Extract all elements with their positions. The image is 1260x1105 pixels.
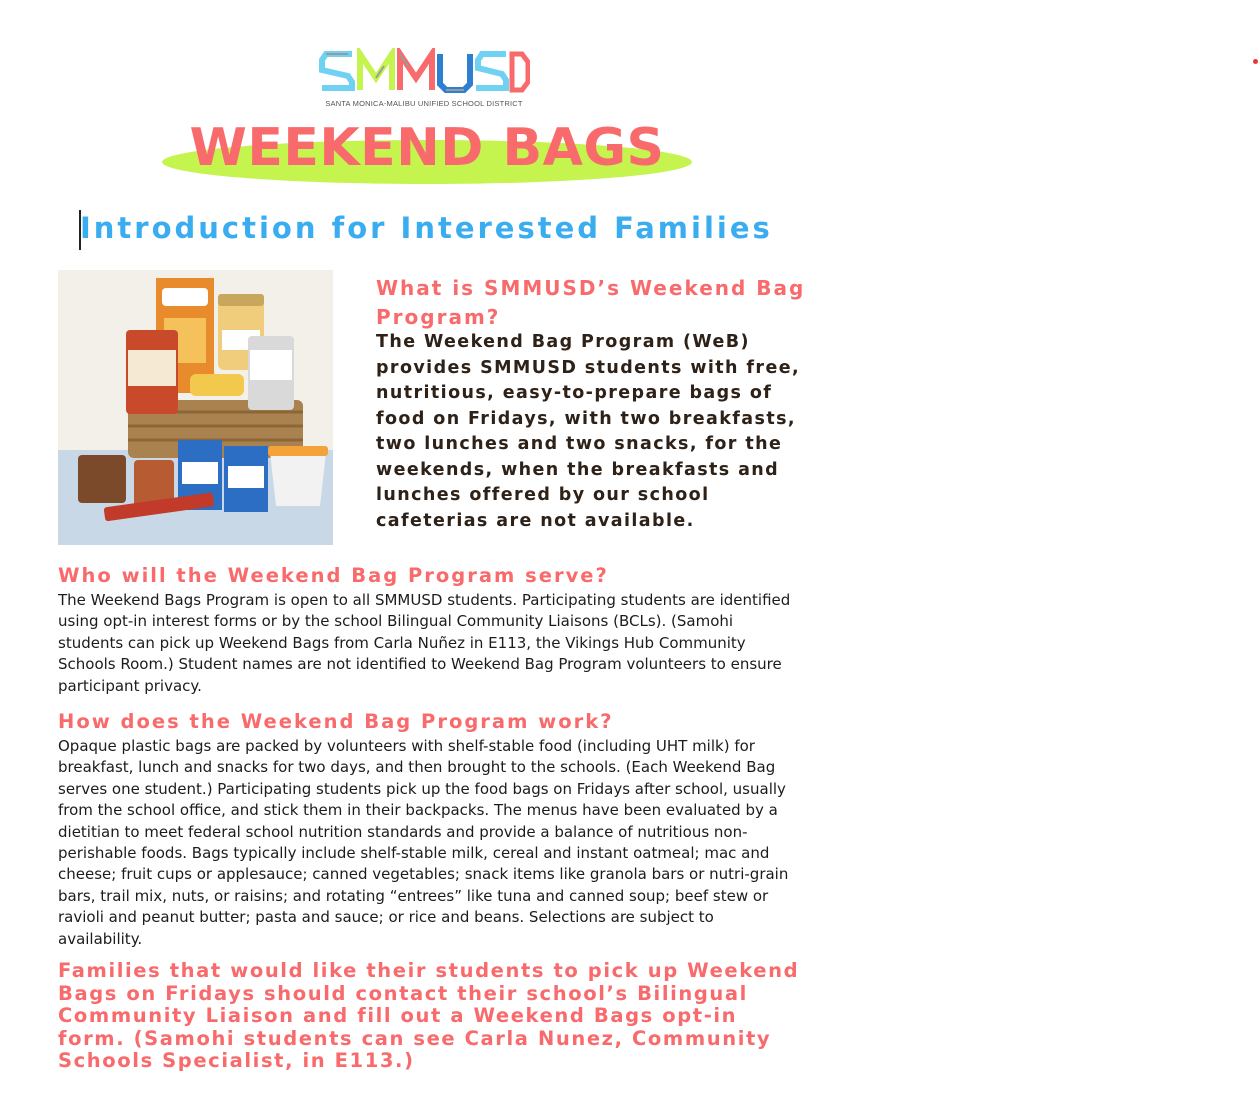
section-body-how: Opaque plastic bags are packed by volunteers with shelf-stable food (including UHT milk) for breakfast, lunch and snacks for two days, and then brought to the schools. (Each Weekend Bag serves one student.) Participating students pick up the food bags on Fridays after school, usually from the school office, and stick them in their backpacks. The menus have been evaluated by a dietitian to meet federal school nutrition standards and provide a balance of nutritious non-perishable foods. Bags typically include shelf-stable milk, cereal and instant oatmeal; mac and cheese; fruit cups or applesauce; canned vegetables; snack items like granola bars or nutri-grain bars, trail mix, nuts, or raisins; and rotating “entrees” like tuna and canned soup; beef stew or ravioli and peanut butter; pasta and sauce; or rice and beans. Selections are subject to availability.	[58, 737, 789, 948]
title-banner	[162, 112, 692, 188]
marker-dot	[1253, 59, 1258, 64]
page-title: WEEKEND BAGS	[189, 118, 665, 178]
section-heading-what: What is SMMUSD’s Weekend Bag Program?	[376, 276, 806, 329]
section-body-what: The Weekend Bag Program (WeB) provides SMMUSD students with free, nutritious, easy-to-prepare bags of food on Fridays, with two breakfasts, two lunches and two snacks, for the weekends, when the breakfasts and lunches offered by our school cafeterias are not available.	[376, 332, 801, 531]
page-subtitle: Introduction for Interested Families	[80, 211, 773, 245]
smmusd-logo	[318, 48, 530, 112]
section-heading-who: Who will the Weekend Bag Program serve?	[58, 564, 609, 587]
smmusd-wordmark	[318, 48, 530, 98]
logo-subtitle: SANTA MONICA-MALIBU UNIFIED SCHOOL DISTRICT	[325, 99, 523, 108]
food-items-photo	[58, 270, 333, 545]
closing-note: Families that would like their students to pick up Weekend Bags on Fridays should contact their school’s Bilingual Community Liaison and fill out a Weekend Bags opt-in form. (Samohi students can see Carla Nunez, Community Schools Specialist, in E113.)	[58, 959, 800, 1072]
section-heading-how: How does the Weekend Bag Program work?	[58, 710, 614, 733]
section-body-who: The Weekend Bags Program is open to all SMMUSD students. Participating students are identified using opt-in interest forms or by the school Bilingual Community Liaisons (BCLs). (Samohi students can pick up Weekend Bags from Carla Nuñez in E113, the Vikings Hub Community Schools Room.) Student names are not identified to Weekend Bag Program volunteers to ensure participant privacy.	[58, 591, 791, 695]
